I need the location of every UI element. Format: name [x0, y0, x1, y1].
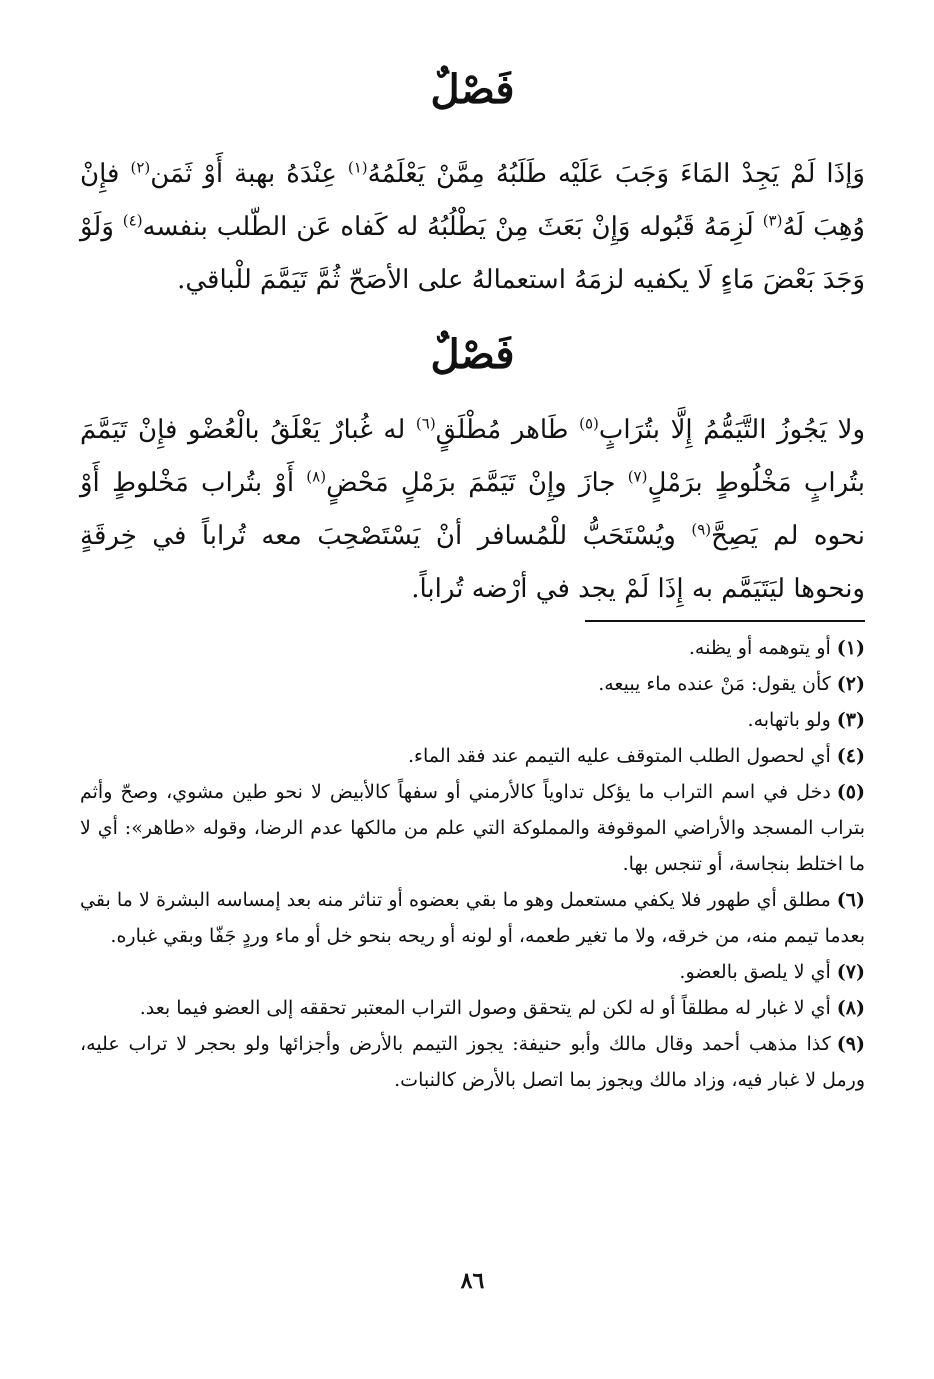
paragraph-tayammum-soil	[80, 404, 865, 616]
footnote-ref-4[interactable]: (٤)	[122, 211, 143, 230]
text-segment: فإِنْ وُهِبَ لَهُ	[80, 159, 865, 242]
book-page	[80, 0, 865, 1379]
footnote-number: (٩)	[836, 1033, 865, 1055]
text-segment: جازَ وإِنْ تَيَمَّمَ برَمْلٍ مَحْضٍ	[326, 468, 628, 498]
section-heading-1: فَصْلٌ	[430, 66, 515, 113]
footnote-ref-3[interactable]: (٣)	[762, 211, 783, 230]
footnote-6	[80, 882, 865, 954]
footnote-text: دخل في اسم التراب ما يؤكل تداوياً كالأرمني أو سفهاً كالأبيض لا نحو طين مشوي، وصحّ وأثم بتراب المسجد والأراضي الموقوفة والمملوكة التي علم من مالكها عدم الرضا، وقوله «طاهر»: أي لا ما اختلط بنجاسة، أو تنجس بها.	[80, 781, 865, 875]
footnote-ref-8[interactable]: (٨)	[306, 467, 327, 486]
footnote-number: (٦)	[836, 889, 865, 911]
footnote-number: (٨)	[836, 997, 865, 1019]
footnote-text: مطلق أي طهور فلا يكفي مستعمل وهو ما بقي بعضوه أو تناثر منه بعد إمساسه البشرة لا ما بقي بعدما تيمم منه، من خرقه، ولا ما تغير طعمه، أو لونه أو ريحه بنحو خل أو ماء وردٍ جَفّا وبقي غباره.	[80, 889, 865, 947]
footnote-3	[80, 702, 865, 738]
footnote-number: (٤)	[836, 745, 865, 767]
footnote-text: ولو باتهابه.	[747, 709, 831, 731]
footnote-divider	[585, 620, 865, 622]
footnote-9	[80, 1026, 865, 1098]
footnote-number: (١)	[836, 637, 865, 659]
text-segment: لَزِمَهُ قَبُوله وَإِنْ بَعَثَ مِنْ يَطْلُبُهُ له كَفاه عَن الطّلب بنفسه	[142, 212, 763, 242]
section-heading-2: فَصْلٌ	[430, 331, 515, 378]
paragraph-water-search	[80, 148, 865, 307]
footnote-text: كأن يقول: مَنْ عنده ماء يبيعه.	[598, 673, 831, 695]
footnote-number: (٧)	[836, 961, 865, 983]
footnote-text: أي لا غبار له مطلقاً أو له لكن لم يتحقق وصول التراب المعتبر تحققه إلى العضو فيما بعد.	[139, 997, 831, 1019]
text-segment: طَاهر مُطْلَقٍ	[435, 415, 580, 445]
footnote-number: (٥)	[836, 781, 865, 803]
footnotes-section	[80, 630, 865, 1098]
footnote-4	[80, 738, 865, 774]
text-segment: عِنْدَهُ بهبة أَوْ ثَمَن	[150, 159, 348, 189]
footnote-ref-1[interactable]: (١)	[347, 158, 368, 177]
footnote-text: كذا مذهب أحمد وقال مالك وأبو حنيفة: يجوز التيمم بالأرض وأجزائها ولو بحجر لا تراب عليه، ورمل لا غبار فيه، وزاد مالك ويجوز بما اتصل بالأرض كالنبات.	[80, 1033, 865, 1091]
footnote-7	[80, 954, 865, 990]
footnote-text: أي لا يلصق بالعضو.	[679, 961, 831, 983]
footnote-text: أو يتوهمه أو يظنه.	[688, 637, 831, 659]
footnote-text: أي لحصول الطلب المتوقف عليه التيمم عند فقد الماء.	[407, 745, 831, 767]
footnote-number: (٢)	[836, 673, 865, 695]
text-segment: وَلَوْ وَجَدَ بَعْضَ مَاءٍ لَا يكفيه لزمَهُ استعمالهُ على الأصَحّ ثُمَّ تَيَمَّمَ للْباقي.	[80, 212, 865, 295]
text-segment: أَوْ بتُراب مَخْلوطٍ أَوْ نحوه لم يَصِحَّ	[80, 468, 865, 551]
text-segment: ولا يَجُوزُ التَّيَمُّمُ إِلَّا بتُرَابٍ	[598, 415, 865, 445]
footnote-ref-5[interactable]: (٥)	[579, 414, 599, 433]
footnote-ref-2[interactable]: (٢)	[130, 158, 151, 177]
footnote-ref-9[interactable]: (٩)	[691, 520, 712, 539]
footnote-ref-7[interactable]: (٧)	[627, 467, 648, 486]
text-segment: ويُسْتَحَبُّ للْمُسافر أنْ يَسْتَصْحِبَ معه تُراباً في خِرقَةٍ ونحوها ليَتَيَمَّم به إِذَا لَمْ يجد في أرْضه تُراباً.	[80, 521, 865, 604]
page-number: ٨٦	[460, 1268, 485, 1294]
footnote-5	[80, 774, 865, 882]
text-segment: وَإذَا لَمْ يَجِدْ المَاءَ وَجَبَ عَلَيْه طَلَبُهُ مِمَّنْ يَعْلَمُهُ	[367, 159, 865, 189]
footnote-ref-6[interactable]: (٦)	[415, 414, 436, 433]
footnote-number: (٣)	[836, 709, 865, 731]
footnote-2	[80, 666, 865, 702]
footnote-8	[80, 990, 865, 1026]
text-segment: له غُبارٌ يَعْلَقُ بالْعُضْو فإِنْ تَيَمَّمَ بتُرابٍ مَخْلُوطٍ برَمْلٍ	[80, 415, 865, 498]
footnote-1	[80, 630, 865, 666]
